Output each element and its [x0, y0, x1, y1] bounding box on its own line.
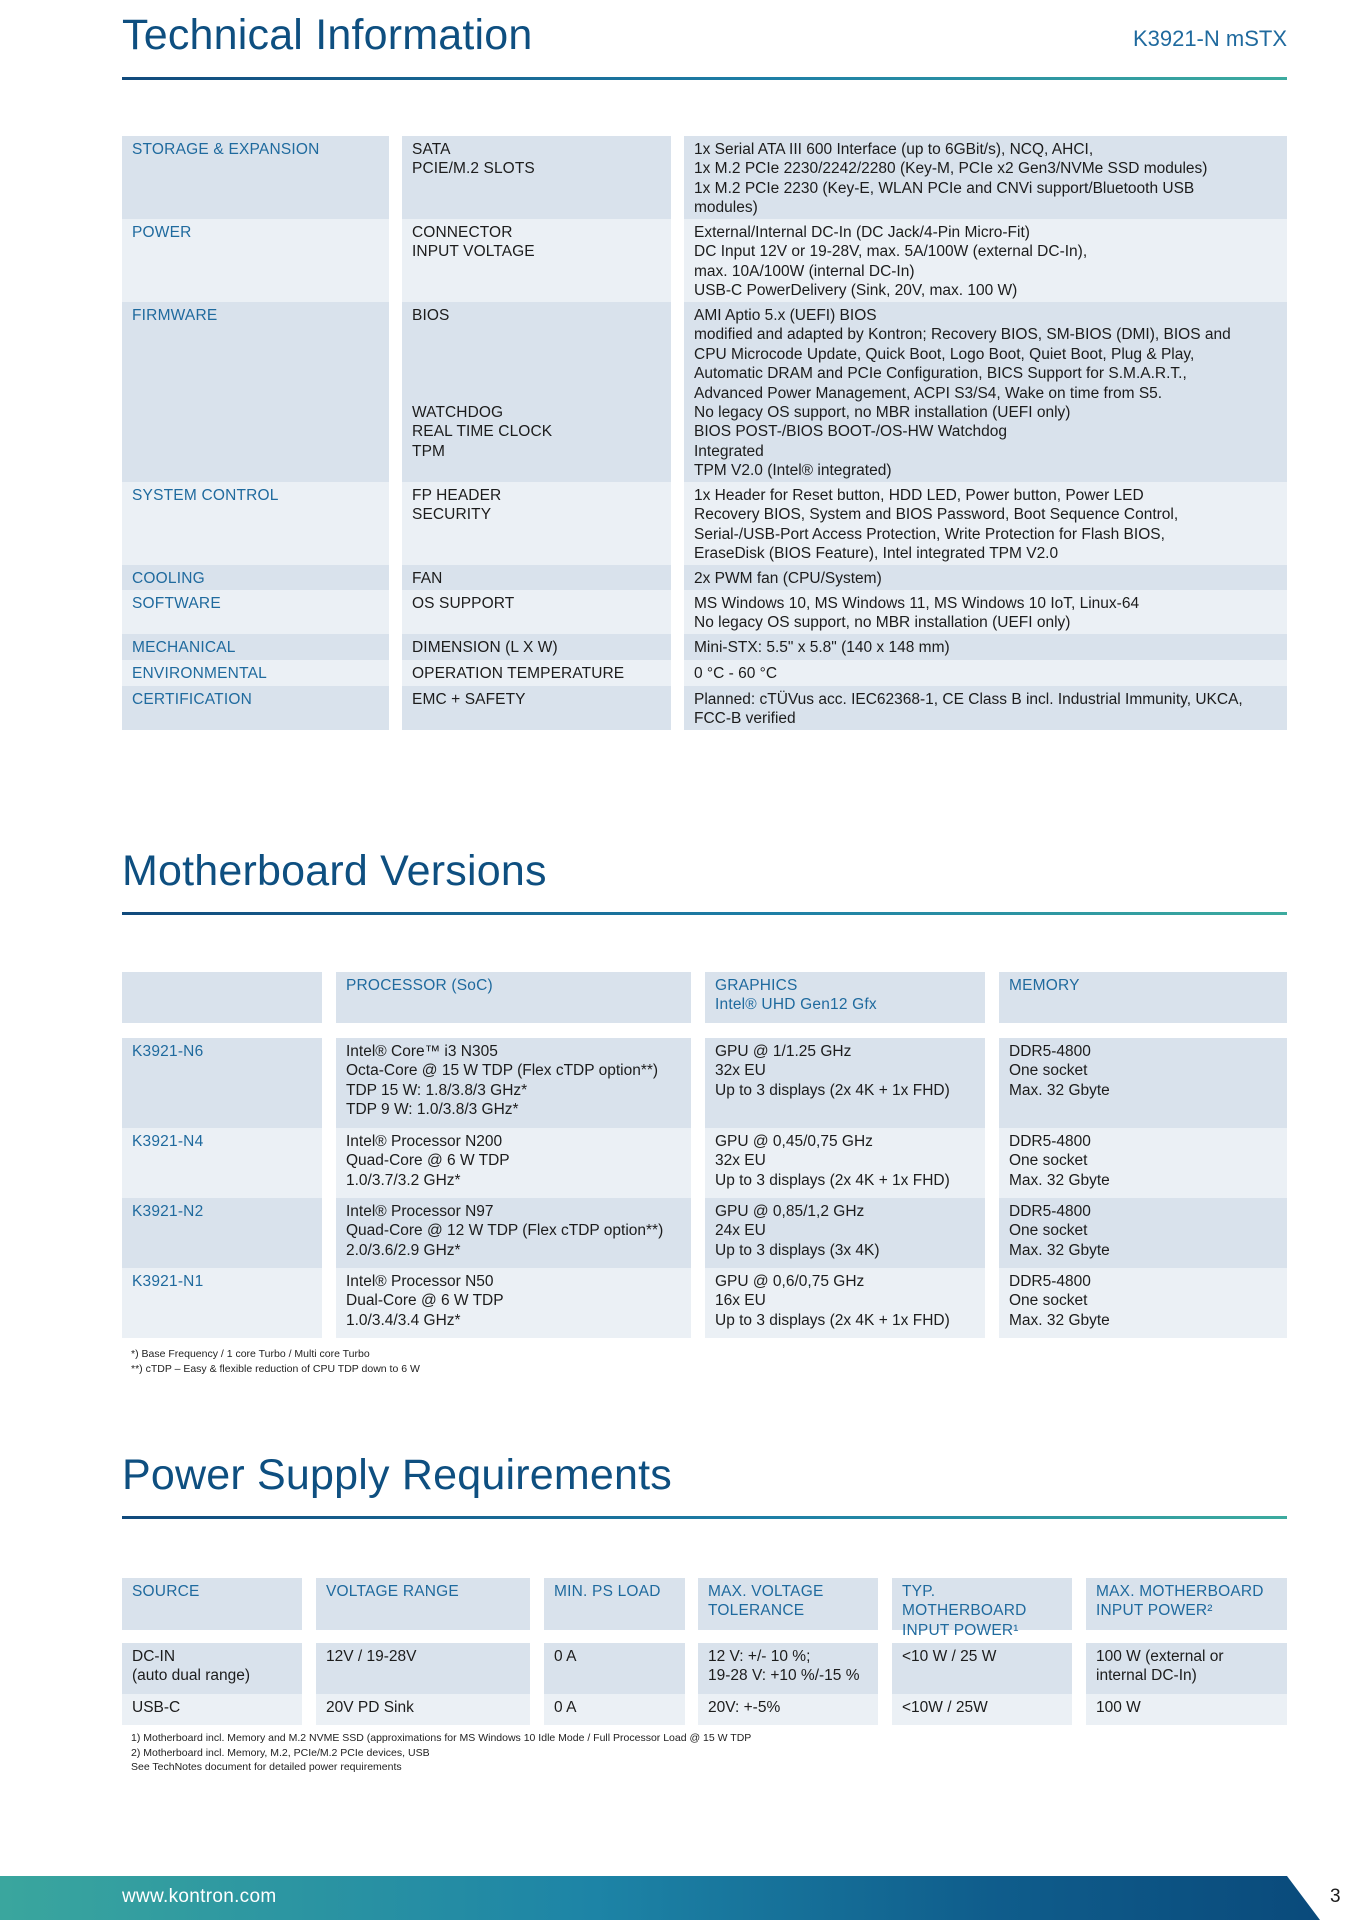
max-power-cell: 100 W	[1086, 1694, 1287, 1725]
product-name: K3921-N mSTX	[1132, 26, 1287, 51]
processor-cell: Intel® Processor N50 Dual-Core @ 6 W TDP 1.0/3.4/3.4 GHz*	[336, 1268, 691, 1338]
graphics-cell: GPU @ 1/1.25 GHz 32x EU Up to 3 displays (2x 4K + 1x FHD)	[705, 1038, 985, 1128]
item-cell: BIOS WATCHDOG REAL TIME CLOCK TPM	[402, 302, 671, 482]
model-cell: K3921-N1	[122, 1268, 322, 1338]
details-cell: External/Internal DC-In (DC Jack/4-Pin Micro-Fit) DC Input 12V or 19-28V, max. 5A/100W (external DC-In), max. 10A/100W (internal DC-In) USB-C PowerDelivery (Sink, 20V, max. 100 W)	[684, 219, 1287, 302]
processor-cell: Intel® Processor N97 Quad-Core @ 12 W TDP (Flex cTDP option**) 2.0/3.6/2.9 GHz*	[336, 1198, 691, 1268]
category-cell: ENVIRONMENTAL	[122, 660, 389, 686]
details-cell: AMI Aptio 5.x (UEFI) BIOS modified and adapted by Kontron; Recovery BIOS, SM-BIOS (DMI), BIOS and CPU Microcode Update, Quick Boot, Logo Boot, Quiet Boot, Plug & Play, Automatic DRAM and PCIe Configuration, BICS Support for S.M.A.R.T., Advanced Power Management, ACPI S3/S4, Wake on time from S5. No legacy OS support, no MBR installation (UEFI only) BIOS POST-/BIOS BOOT-/OS-HW Watchdog Integrated TPM V2.0 (Intel® integrated)	[684, 302, 1287, 482]
model-cell: K3921-N2	[122, 1198, 322, 1268]
voltage-range-cell: 20V PD Sink	[316, 1694, 530, 1725]
item-cell: FAN	[402, 565, 671, 590]
footnote: **) cTDP – Easy & flexible reduction of CPU TDP down to 6 W	[131, 1362, 420, 1375]
item-cell: EMC + SAFETY	[402, 686, 671, 730]
header-voltage-range: VOLTAGE RANGE	[316, 1578, 530, 1630]
processor-cell: Intel® Core™ i3 N305 Octa-Core @ 15 W TDP (Flex cTDP option**) TDP 15 W: 1.8/3.8/3 GHz* TDP 9 W: 1.0/3.8/3 GHz*	[336, 1038, 691, 1128]
header-min-ps-load: MIN. PS LOAD	[544, 1578, 685, 1630]
min-ps-load-cell: 0 A	[544, 1643, 685, 1694]
processor-cell: Intel® Processor N200 Quad-Core @ 6 W TDP 1.0/3.7/3.2 GHz*	[336, 1128, 691, 1198]
category-cell: SYSTEM CONTROL	[122, 482, 389, 565]
typ-power-cell: <10W / 25W	[892, 1694, 1072, 1725]
section-title-power-supply: Power Supply Requirements	[122, 1451, 672, 1499]
details-cell: Planned: cTÜVus acc. IEC62368-1, CE Class B incl. Industrial Immunity, UKCA, FCC-B verified	[684, 686, 1287, 730]
graphics-cell: GPU @ 0,85/1,2 GHz 24x EU Up to 3 displays (3x 4K)	[705, 1198, 985, 1268]
footnote: See TechNotes document for detailed power requirements	[131, 1761, 402, 1773]
power-footnotes	[131, 1731, 751, 1775]
item-cell: CONNECTOR INPUT VOLTAGE	[402, 219, 671, 302]
footnote: 1) Motherboard incl. Memory and M.2 NVME SSD (approximations for MS Windows 10 Idle Mode / Full Processor Load @ 15 W TDP	[131, 1732, 752, 1744]
section-title-motherboard: Motherboard Versions	[122, 847, 547, 895]
category-cell: POWER	[122, 219, 389, 302]
footnote: *) Base Frequency / 1 core Turbo / Multi core Turbo	[131, 1348, 370, 1360]
section-divider	[122, 912, 1287, 915]
memory-cell: DDR5-4800 One socket Max. 32 Gbyte	[999, 1268, 1287, 1338]
item-cell: FP HEADER SECURITY	[402, 482, 671, 565]
category-cell: CERTIFICATION	[122, 686, 389, 730]
memory-cell: DDR5-4800 One socket Max. 32 Gbyte	[999, 1198, 1287, 1268]
category-cell: STORAGE & EXPANSION	[122, 136, 389, 219]
details-cell: 1x Serial ATA III 600 Interface (up to 6GBit/s), NCQ, AHCI, 1x M.2 PCIe 2230/2242/2280 (Key-M, PCIe x2 Gen3/NVMe SSD modules) 1x M.2 PCIe 2230 (Key-E, WLAN PCIe and CNVi support/Bluetooth USB modules)	[684, 136, 1287, 219]
header-max-voltage-tolerance: MAX. VOLTAGE TOLERANCE	[698, 1578, 878, 1630]
header-typ-input-power: TYP. MOTHERBOARD INPUT POWER¹	[892, 1578, 1072, 1630]
details-cell: 2x PWM fan (CPU/System)	[684, 565, 1287, 590]
category-cell: COOLING	[122, 565, 389, 590]
item-cell: SATA PCIE/M.2 SLOTS	[402, 136, 671, 219]
tolerance-cell: 20V: +-5%	[698, 1694, 878, 1725]
item-cell: OPERATION TEMPERATURE	[402, 660, 671, 686]
source-cell: DC-IN (auto dual range)	[122, 1643, 302, 1694]
title-divider	[122, 77, 1287, 80]
voltage-range-cell: 12V / 19-28V	[316, 1643, 530, 1694]
header-memory: MEMORY	[999, 972, 1287, 1023]
details-cell: MS Windows 10, MS Windows 11, MS Windows 10 IoT, Linux-64 No legacy OS support, no MBR installation (UEFI only)	[684, 590, 1287, 634]
memory-cell: DDR5-4800 One socket Max. 32 Gbyte	[999, 1038, 1287, 1128]
model-cell: K3921-N6	[122, 1038, 322, 1128]
item-cell: OS SUPPORT	[402, 590, 671, 634]
details-cell: Mini-STX: 5.5" x 5.8" (140 x 148 mm)	[684, 634, 1287, 660]
header-source: SOURCE	[122, 1578, 302, 1630]
category-cell: SOFTWARE	[122, 590, 389, 634]
footnote: 2) Motherboard incl. Memory, M.2, PCIe/M.2 PCIe devices, USB	[131, 1746, 430, 1759]
typ-power-cell: <10 W / 25 W	[892, 1643, 1072, 1694]
min-ps-load-cell: 0 A	[544, 1694, 685, 1725]
category-cell: FIRMWARE	[122, 302, 389, 482]
details-cell: 0 °C - 60 °C	[684, 660, 1287, 686]
graphics-cell: GPU @ 0,6/0,75 GHz 16x EU Up to 3 displays (2x 4K + 1x FHD)	[705, 1268, 985, 1338]
tolerance-cell: 12 V: +/- 10 %; 19-28 V: +10 %/-15 %	[698, 1643, 878, 1694]
header-processor: PROCESSOR (SoC)	[336, 972, 691, 1023]
page-number: 3	[1330, 1886, 1341, 1907]
header-empty-cell	[122, 972, 322, 1023]
category-cell: MECHANICAL	[122, 634, 389, 660]
graphics-cell: GPU @ 0,45/0,75 GHz 32x EU Up to 3 displays (2x 4K + 1x FHD)	[705, 1128, 985, 1198]
item-cell: DIMENSION (L X W)	[402, 634, 671, 660]
details-cell: 1x Header for Reset button, HDD LED, Power button, Power LED Recovery BIOS, System and BIOS Password, Boot Sequence Control, Serial-/USB-Port Access Protection, Write Protection for Flash BIOS, EraseDisk (BIOS Feature), Intel integrated TPM V2.0	[684, 482, 1287, 565]
source-cell: USB-C	[122, 1694, 302, 1725]
header-max-input-power: MAX. MOTHERBOARD INPUT POWER²	[1086, 1578, 1287, 1630]
motherboard-footnotes	[131, 1347, 420, 1376]
header-graphics: GRAPHICS Intel® UHD Gen12 Gfx	[705, 972, 985, 1023]
footer-website-link[interactable]: www.kontron.com	[122, 1886, 277, 1907]
memory-cell: DDR5-4800 One socket Max. 32 Gbyte	[999, 1128, 1287, 1198]
page-title: Technical Information	[122, 11, 533, 59]
max-power-cell: 100 W (external or internal DC-In)	[1086, 1643, 1287, 1694]
section-divider	[122, 1516, 1287, 1519]
model-cell: K3921-N4	[122, 1128, 322, 1198]
